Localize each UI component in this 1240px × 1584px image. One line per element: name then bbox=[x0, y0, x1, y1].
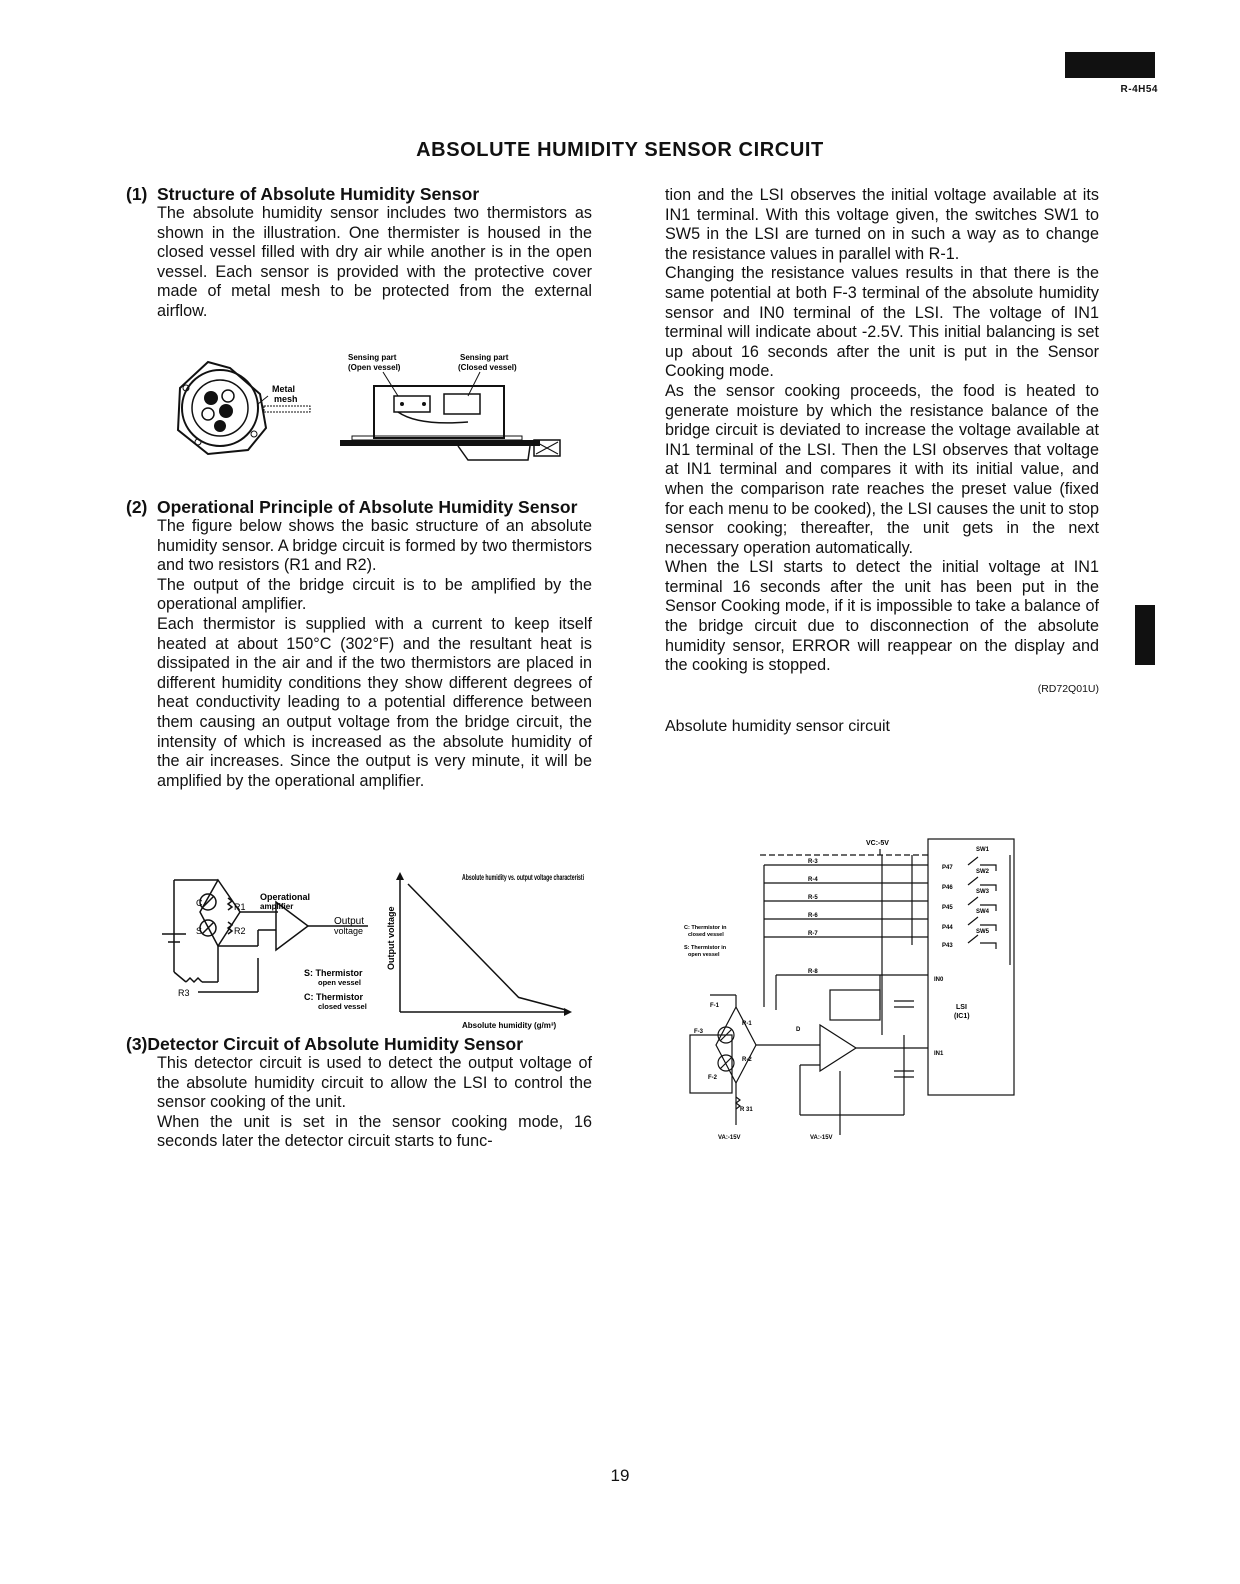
port-p43: P43 bbox=[942, 943, 953, 949]
section1-heading: (1) Structure of Absolute Humidity Sensor bbox=[126, 184, 480, 204]
section3-left-block bbox=[126, 1034, 592, 1152]
s-thermistor-label-1: S: Thermistor bbox=[304, 968, 363, 978]
humidity-characteristic-chart bbox=[380, 870, 592, 1035]
section3-paragraph-3: Changing the resistance values results in that there is the same potential at both F-3 terminal of the absolute humidity sensor and IN0 terminal of the LSI. The voltage of IN1 terminal will indicate about -2.5V. This initial balancing is set up about 16 seconds after the unit is put in the Sensor Cooking mode. bbox=[665, 264, 1099, 381]
bridge-c-label: C bbox=[196, 898, 203, 908]
lsi-label-2: (IC1) bbox=[954, 1013, 970, 1020]
chart-title: Absolute humidity vs. output voltage characteristi bbox=[462, 873, 584, 882]
c-thermistor-note-1: C: Thermistor in bbox=[684, 925, 727, 931]
closed-vessel-label-1: Sensing part bbox=[460, 353, 509, 362]
vc-label: VC:-5V bbox=[866, 840, 889, 847]
closed-vessel-label-2: (Closed vessel) bbox=[458, 363, 517, 372]
port-p47: P47 bbox=[942, 865, 953, 871]
r31-label: R 31 bbox=[740, 1107, 753, 1113]
sensor-face-icon bbox=[178, 362, 310, 454]
section3-paragraph-5: When the LSI starts to detect the initial voltage at IN1 terminal 16 seconds after the unit has been put in the Sensor Cooking mode, if it is impossible to take a balance of the bridge circuit due to disconnection of the absolute humidity sensor, ERROR will reappear on the display and the cooking is stopped. bbox=[665, 558, 1099, 675]
switch-sw4: SW4 bbox=[976, 909, 990, 915]
switch-sw1: SW1 bbox=[976, 847, 990, 853]
left-column bbox=[126, 184, 592, 322]
section1-body: The absolute humidity sensor includes two thermistors as shown in the illustration. One thermister is housed in the closed vessel filled with dry air while another is in the open vessel. Each sensor is provided with the protective cover made of metal mesh to be protected from the external airflow. bbox=[157, 204, 592, 320]
model-number: R-4H54 bbox=[1120, 84, 1158, 95]
open-vessel-label-1: Sensing part bbox=[348, 353, 397, 362]
resistor-r4: R-4 bbox=[808, 877, 818, 883]
section2-paragraph-2: The output of the bridge circuit is to be amplified by the operational amplifier. bbox=[157, 575, 592, 614]
section2-paragraph-3: Each thermistor is supplied with a current to keep itself heated at about 150°C (302°F) and the resultant heat is dissipated in the air and if the two thermistors are placed in different humidity conditions they show different degrees of heat conductivity leading to a potential difference between them causing an output voltage from the bridge circuit, the intensity of which is increased as the absolute humidity of the air increases. Since the output is very minute, it will be amplified by the operational amplifier. bbox=[157, 614, 592, 790]
resistor-r6: R-6 bbox=[808, 913, 818, 919]
s-thermistor-note-1: S: Thermistor in bbox=[684, 945, 727, 951]
port-p45: P45 bbox=[942, 905, 953, 911]
lsi-label-1: LSI bbox=[956, 1004, 967, 1011]
section2-block bbox=[126, 497, 592, 791]
detector-circuit-icon bbox=[690, 839, 1014, 1135]
s-thermistor-label-2: open vessel bbox=[318, 978, 361, 987]
bridge-r2-label: R2 bbox=[234, 926, 246, 936]
resistor-r7: R-7 bbox=[808, 931, 818, 937]
bridge-s-label: S bbox=[196, 926, 203, 936]
output-voltage-label-1: Output bbox=[334, 916, 365, 927]
r2-label: R-2 bbox=[742, 1057, 752, 1063]
bridge-r1-label: R1 bbox=[234, 902, 246, 912]
reference-code: (RD72Q01U) bbox=[1037, 682, 1099, 695]
metal-mesh-label-2: mesh bbox=[274, 394, 298, 404]
sensor-structure-figure bbox=[168, 348, 568, 468]
section3-paragraph-2a: When the unit is set in the sensor cooking mode, 16 seconds later the detector circuit starts to func- bbox=[157, 1112, 592, 1151]
f3-label: F-3 bbox=[694, 1029, 703, 1035]
resistor-r3: R-3 bbox=[808, 859, 818, 865]
section2-heading: (2) Operational Principle of Absolute Humidity Sensor bbox=[126, 497, 578, 517]
section3-paragraph-4: As the sensor cooking proceeds, the food is heated to generate moisture by which the resistance balance of the bridge circuit is deviated to increase the voltage available at IN1 terminal of the LSI. Then the LSI observes that voltage at IN1 terminal and compares it with its initial value, and when the comparison rate reaches the preset value (fixed for each menu to be cooked), the LSI causes the unit to stop sensor cooking; thereafter, the unit gets in the next necessary operation automatically. bbox=[665, 381, 1099, 557]
chart-ylabel: Output voltage bbox=[386, 906, 396, 970]
r1-label: R-1 bbox=[742, 1021, 752, 1027]
c-thermistor-label-2: closed vessel bbox=[318, 1002, 367, 1011]
section2-paragraph-1: The figure below shows the basic structure of an absolute humidity sensor. A bridge circuit is formed by two thermistors and two resistors (R1 and R2). bbox=[157, 517, 592, 575]
detector-circuit-figure bbox=[680, 835, 1020, 1145]
resistor-r8: R-8 bbox=[808, 969, 818, 975]
s-thermistor-note-2: open vessel bbox=[688, 952, 720, 958]
chart-series-line bbox=[408, 884, 566, 1010]
resistor-r5: R-5 bbox=[808, 895, 818, 901]
port-p46: P46 bbox=[942, 885, 953, 891]
opamp-label-1: Operational bbox=[260, 892, 311, 902]
in1-label: IN1 bbox=[934, 1051, 944, 1057]
diode-label: D bbox=[796, 1027, 801, 1033]
va-right-label: VA:-15V bbox=[810, 1135, 833, 1141]
c-thermistor-note-2: closed vessel bbox=[688, 932, 724, 938]
c-thermistor-label-1: C: Thermistor bbox=[304, 992, 364, 1002]
page-title: ABSOLUTE HUMIDITY SENSOR CIRCUIT bbox=[416, 139, 824, 161]
metal-mesh-label-1: Metal bbox=[272, 384, 296, 394]
chart-y-arrow bbox=[396, 872, 404, 880]
output-voltage-label-2: voltage bbox=[334, 926, 364, 936]
circuit-caption: Absolute humidity sensor circuit bbox=[665, 718, 890, 736]
switch-sw2: SW2 bbox=[976, 869, 990, 875]
sensor-side-view-icon bbox=[340, 372, 560, 460]
in0-label: IN0 bbox=[934, 977, 944, 983]
switch-sw5: SW5 bbox=[976, 929, 990, 935]
bridge-circuit-figure bbox=[158, 872, 388, 1032]
opamp-label-2: amplifier bbox=[260, 902, 294, 911]
port-p44: P44 bbox=[942, 925, 953, 931]
bridge-r3-label: R3 bbox=[178, 988, 190, 998]
va-left-label: VA:-15V bbox=[718, 1135, 741, 1141]
f2-label: F-2 bbox=[708, 1075, 717, 1081]
section3-paragraph-2b: tion and the LSI observes the initial voltage available at its IN1 terminal. With this voltage given, the switches SW1 to SW5 in the LSI are turned on in such a way as to change the resistance values in parallel with R-1. bbox=[665, 186, 1099, 263]
section3-heading: (3)Detector Circuit of Absolute Humidity Sensor bbox=[126, 1034, 524, 1054]
section3-paragraph-1: This detector circuit is used to detect the output voltage of the absolute humidity circuit to allow the LSI to control the sensor cooking of the unit. bbox=[157, 1054, 592, 1112]
tab-marker bbox=[1065, 52, 1155, 78]
f1-label: F-1 bbox=[710, 1003, 719, 1009]
right-column bbox=[665, 186, 1099, 737]
chart-xlabel: Absolute humidity (g/m³) bbox=[462, 1021, 557, 1030]
page-number: 19 bbox=[610, 1466, 630, 1485]
side-marker bbox=[1135, 605, 1155, 665]
switch-sw3: SW3 bbox=[976, 889, 990, 895]
open-vessel-label-2: (Open vessel) bbox=[348, 363, 401, 372]
